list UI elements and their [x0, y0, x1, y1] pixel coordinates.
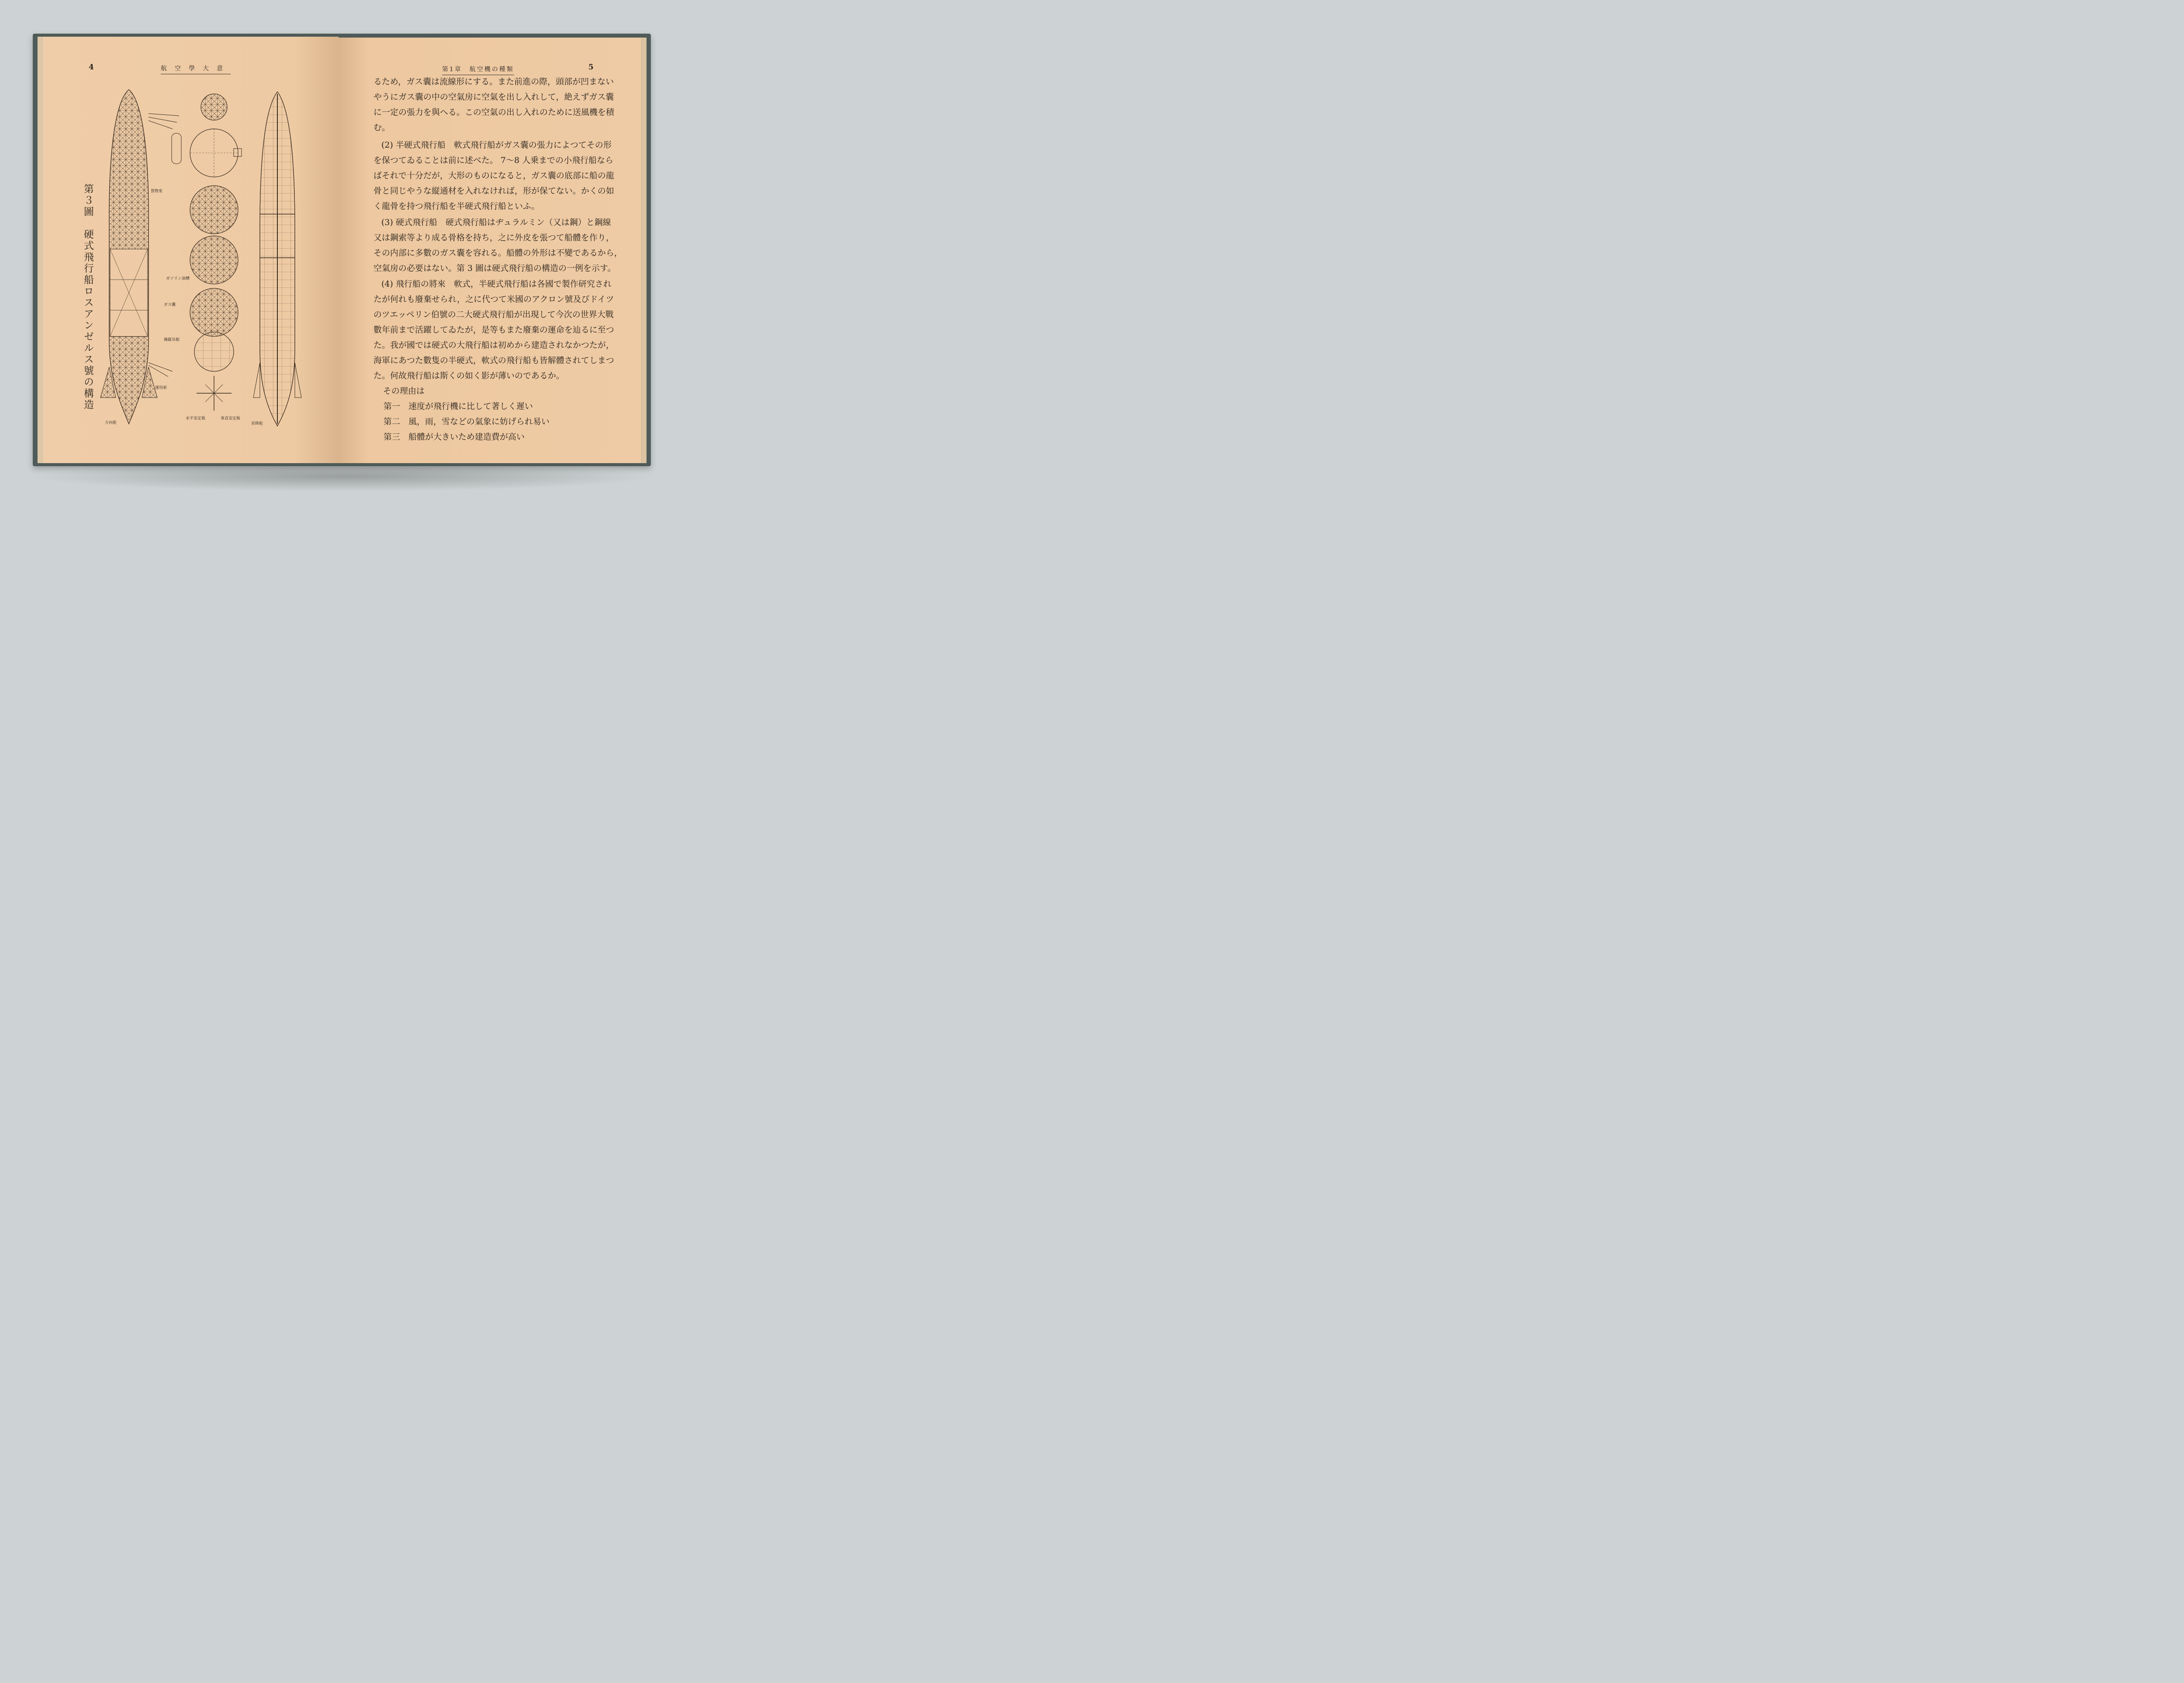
figure-label: 運用索	[155, 386, 167, 390]
hull-side-view	[100, 90, 181, 424]
text-line: その内部に多數のガス囊を容れる。船體の外形は不變であるから，	[373, 248, 623, 258]
figure-label: 貨物室	[151, 189, 163, 194]
text-line: む。	[373, 123, 390, 132]
reason-list-item: 第三 船體が大きいため建造費が高い	[384, 432, 525, 442]
right-running-head: 第1章 航空機の種類	[442, 65, 514, 75]
right-page-number: 5	[588, 63, 594, 72]
section-heading-line: (4) 飛行船の將來 軟式，半硬式飛行船は各國で製作研究され	[381, 279, 612, 289]
text-line: 海軍にあつた數隻の半硬式，軟式の飛行船も皆解體されてしまつ	[373, 356, 615, 365]
figure-caption: 第３圖 硬式飛行船ロスアンゼルス號の構造	[82, 184, 93, 411]
text-line: く龍骨を持つ飛行船を半硬式飛行船といふ。	[373, 201, 540, 211]
page-edges-left	[38, 37, 44, 463]
text-line: ばそれで十分だが，大形のものになると，ガス囊の底部に船の龍	[373, 171, 615, 180]
reason-list-item: 第二 風，雨，雪などの氣象に妨げられ易い	[384, 417, 550, 426]
text-line: のツエッペリン伯號の二大硬式飛行船が出現して今次の世界大戰	[373, 310, 614, 319]
page-edges-right	[640, 38, 646, 463]
hull-plan-view	[253, 92, 301, 426]
figure-label: 水平安定板	[186, 416, 206, 421]
figure-label: 昇降舵	[251, 422, 263, 426]
section-heading-line: (2) 半硬式飛行船 軟式飛行船がガス囊の張力によつてその形	[381, 140, 612, 150]
figure-label: ガス囊	[164, 303, 176, 307]
text-line: 骨と同じやうな縦通材を入れなければ，形が保てない。かくの如	[373, 186, 615, 196]
text-line: たが何れも廢棄せられ，之に代つて米國のアクロン號及びドイツ	[373, 294, 614, 304]
text-line: を保つてゐることは前に述べた。 7〜8 人乗までの小飛行船なら	[373, 156, 614, 165]
left-page-number: 4	[89, 63, 94, 72]
text-line: 空氣房の必要はない。第 3 圖は硬式飛行船の構造の一例を示す。	[373, 263, 616, 273]
section-heading-line: (3) 硬式飛行船 硬式飛行船はヂュラルミン（又は鋼）と鋼線	[381, 218, 611, 227]
text-line: た。何故飛行船は斯くの如く影が薄いのであるか。	[373, 371, 565, 381]
text-line: 又は鋼索等より成る骨格を持ち，之に外皮を張つて船體を作り，	[373, 233, 615, 242]
text-line: た。我が國では硬式の大飛行船は初めから建造されなかつたが，	[373, 340, 615, 350]
figure-label: 方向舵	[105, 421, 117, 425]
text-line: 數年前まで活躍してゐたが，是等もまた廢棄の運命を辿るに至つ	[373, 325, 615, 335]
figure-label: ガソリン油槽	[166, 277, 190, 281]
text-line: に一定の張力を與へる。この空氣の出し入れのために送風機を積	[373, 107, 615, 117]
text-line: るため，ガス囊は流線形にする。また前進の際，頭部が凹まない	[373, 77, 614, 87]
figure-label: 垂直安定板	[221, 416, 241, 421]
hull-cross-sections	[190, 94, 242, 411]
text-line: その理由は	[383, 386, 425, 396]
left-running-head: 航空學大意	[161, 64, 231, 74]
text-line: やうにガス囊の中の空氣房に空氣を出し入れして，絶えずガス囊	[373, 92, 614, 102]
reason-list-item: 第一 速度が飛行機に比して著しく遲い	[384, 402, 533, 411]
airship-structure-diagram	[98, 83, 317, 428]
figure-label: 操縦吊船	[164, 338, 180, 342]
